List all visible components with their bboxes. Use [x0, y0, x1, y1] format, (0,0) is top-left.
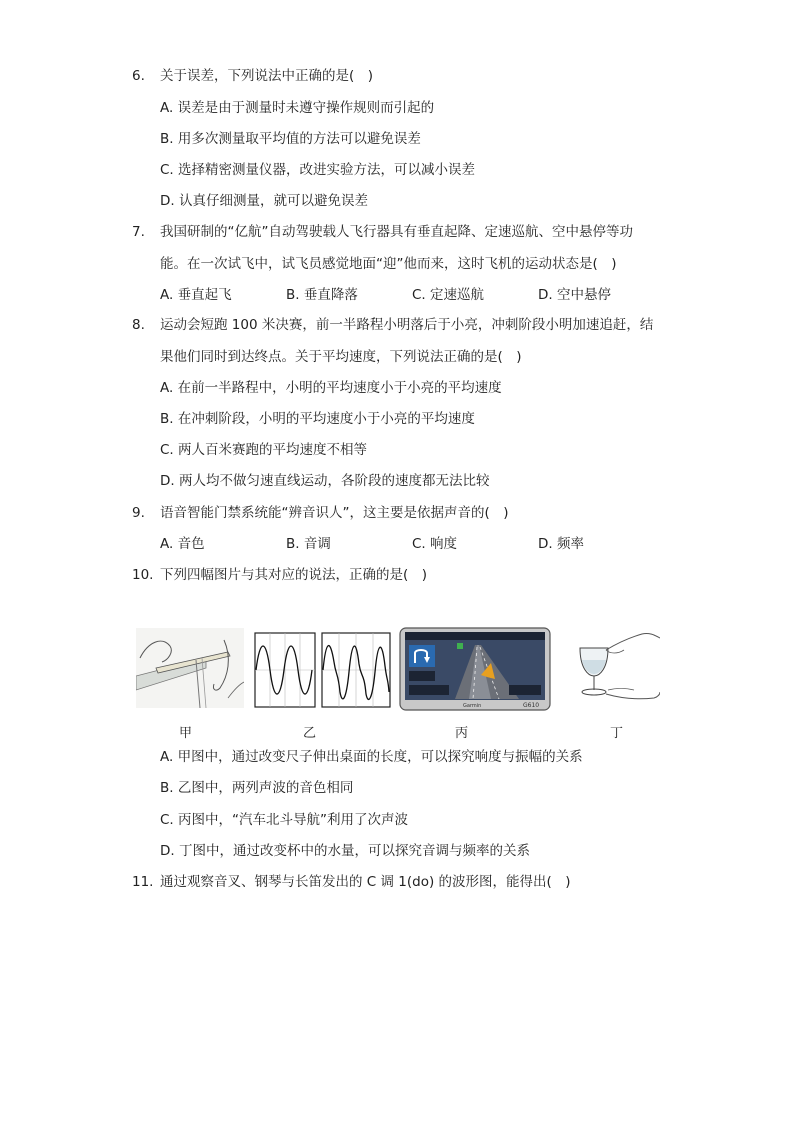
question-number: 7.	[132, 224, 145, 240]
option-b: B. 在冲刺阶段，小明的平均速度小于小亮的平均速度	[160, 411, 475, 427]
gps-model-label: G610	[523, 702, 540, 709]
option-d: D. 空中悬停	[538, 287, 611, 303]
question-number: 6.	[132, 68, 145, 84]
option-a: A. 甲图中，通过改变尺子伸出桌面的长度，可以探究响度与振幅的关系	[160, 749, 583, 765]
option-d: D. 认真仔细测量，就可以避免误差	[160, 193, 368, 209]
question-stem-cont: 能。在一次试飞中，试飞员感觉地面“迎”他而来，这时飞机的运动状态是( )	[160, 256, 617, 272]
figure-caption-yi: 乙	[303, 726, 317, 741]
question-stem: 关于误差，下列说法中正确的是( )	[160, 68, 374, 84]
question-stem-cont: 果他们同时到达终点。关于平均速度，下列说法正确的是( )	[160, 349, 522, 365]
option-b: B. 用多次测量取平均值的方法可以避免误差	[160, 131, 421, 147]
figure-caption-ding: 丁	[610, 726, 624, 741]
option-a: A. 在前一半路程中，小明的平均速度小于小亮的平均速度	[160, 380, 502, 396]
figure-ding-glass	[570, 628, 660, 704]
figure-yi-waveforms	[254, 632, 392, 708]
option-c: C. 定速巡航	[412, 287, 485, 303]
question-number: 10.	[132, 567, 154, 583]
option-d: D. 丁图中，通过改变杯中的水量，可以探究音调与频率的关系	[160, 843, 530, 859]
option-d: D. 两人均不做匀速直线运动，各阶段的速度都无法比较	[160, 473, 490, 489]
question-stem: 下列四幅图片与其对应的说法，正确的是( )	[160, 567, 428, 583]
option-b: B. 音调	[286, 536, 331, 552]
question-stem: 运动会短跑 100 米决赛，前一半路程小明落后于小亮，冲刺阶段小明加速追赶，结	[160, 317, 654, 333]
option-c: C. 丙图中，“汽车北斗导航”利用了次声波	[160, 812, 408, 828]
question-number: 8.	[132, 317, 145, 333]
option-c: C. 选择精密测量仪器，改进实验方法，可以减小误差	[160, 162, 476, 178]
figure-jia-ruler-table	[136, 628, 244, 708]
figure-bing-gps-navigator	[399, 627, 551, 711]
figure-caption-jia: 甲	[179, 726, 193, 741]
option-b: B. 垂直降落	[286, 287, 358, 303]
option-a: A. 音色	[160, 536, 205, 552]
question-stem: 通过观察音叉、钢琴与长笛发出的 C 调 1(do) 的波形图，能得出( )	[160, 874, 571, 890]
question-stem: 语音智能门禁系统能“辨音识人”，这主要是依据声音的( )	[160, 505, 509, 521]
option-d: D. 频率	[538, 536, 584, 552]
option-a: A. 垂直起飞	[160, 287, 232, 303]
option-b: B. 乙图中，两列声波的音色相同	[160, 780, 354, 796]
question-stem: 我国研制的“亿航”自动驾驶载人飞行器具有垂直起降、定速巡航、空中悬停等功	[160, 224, 633, 240]
figure-caption-bing: 丙	[455, 726, 469, 741]
svg-text:Garmin: Garmin	[463, 703, 482, 709]
option-c: C. 两人百米赛跑的平均速度不相等	[160, 442, 368, 458]
option-a: A. 误差是由于测量时未遵守操作规则而引起的	[160, 100, 435, 116]
question-number: 9.	[132, 505, 145, 521]
option-c: C. 响度	[412, 536, 458, 552]
question-number: 11.	[132, 874, 154, 890]
